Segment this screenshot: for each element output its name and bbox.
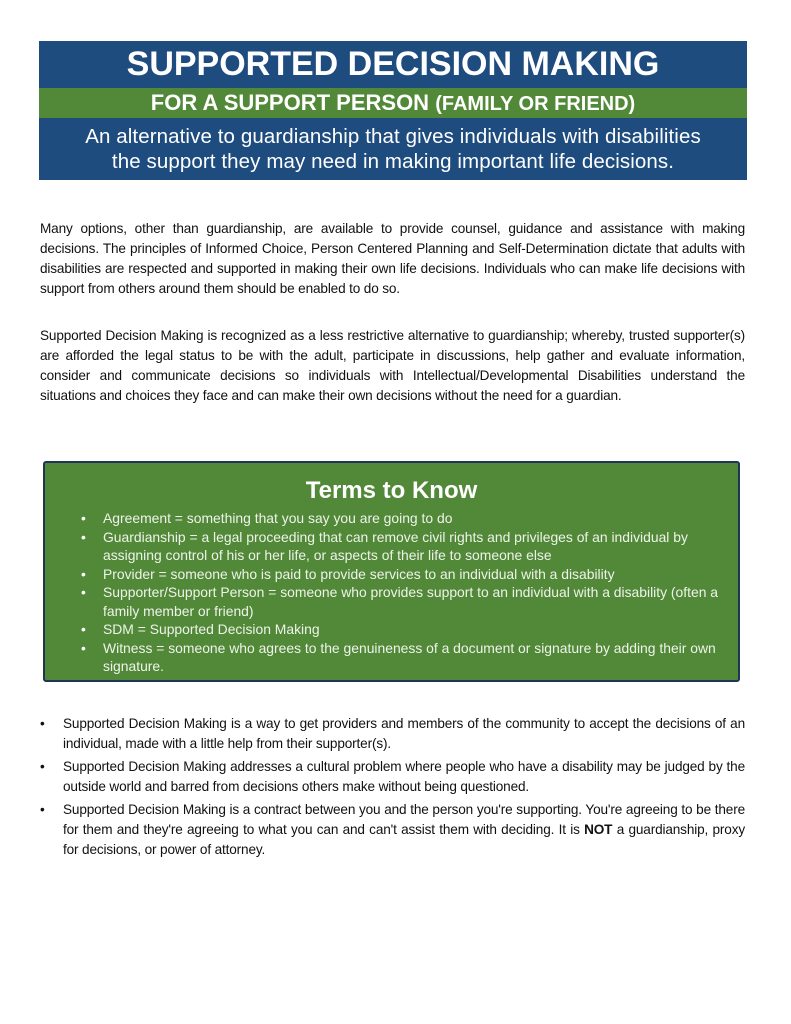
term-provider: • Provider = someone who is paid to provide services to an individual with a disability [103,565,738,584]
tagline-line-2: the support they may need in making important life decisions. [111,150,675,173]
terms-box [43,461,740,682]
key-point-3-end: a guardianship, proxy for decisions, or power of attorney. [63,822,745,857]
key-point-2: • Supported Decision Making addresses a cultural problem where people who have a disability may be judged by the outside world and barred from decisions others make without being questioned. [63,757,745,797]
key-points-list [63,714,745,863]
term-supporter: • Supporter/Support Person = someone who provides support to an individual with a disability (often a family member or friend) [103,583,738,620]
terms-list [45,509,738,676]
tagline-line-1: An alternative to guardianship that gives individuals with disabilities [85,125,701,148]
key-point-1: • Supported Decision Making is a way to get providers and members of the community to accept the decisions of an individual, made with a little help from their supporter(s). [63,714,745,754]
subtitle-paren: (FAMILY OR FRIEND) [435,93,636,115]
term-guardianship: • Guardianship = a legal proceeding that can remove civil rights and privileges of an individual by assigning control of his or her life, or aspects of their life to someone else [103,528,738,565]
key-point-3-text: Supported Decision Making is a contract between you and the person you're supporting. You're agreeing to be there for them and they're agreeing to what you can and can't assist them with deciding. It is [63,802,745,837]
subtitle-banner [39,88,747,118]
intro-paragraph-1: Many options, other than guardianship, are available to provide counsel, guidance and assistance with making decisions. The principles of Informed Choice, Person Centered Planning and Self-Determination dictate that adults with disabilities are respected and supported in making their own life decisions. Individuals who can make life decisions with support from others around them should be enabled to do so. [40,221,745,296]
key-point-3-emphasis: NOT [584,822,613,837]
term-sdm: • SDM = Supported Decision Making [103,620,738,639]
title-banner [39,41,747,88]
term-agreement: • Agreement = something that you say you are going to do [103,509,738,528]
key-point-3 [63,800,745,860]
terms-title: Terms to Know [305,477,478,504]
intro-paragraph-2: Supported Decision Making is recognized as a less restrictive alternative to guardianship; whereby, trusted supporter(s) are afforded the legal status to be with the adult, participate in discussions, help gather and evaluate information, consider and communicate decisions so individuals with Intellectual/Developmental Disabilities understand the situations and choices they face and can make their own decisions without the need for a guardian. [40,328,745,403]
page-title: SUPPORTED DECISION MAKING [126,45,660,83]
term-witness: • Witness = someone who agrees to the genuineness of a document or signature by adding their own signature. [103,639,738,676]
subtitle-main: FOR A SUPPORT PERSON [150,90,430,115]
tagline-banner [39,118,747,180]
